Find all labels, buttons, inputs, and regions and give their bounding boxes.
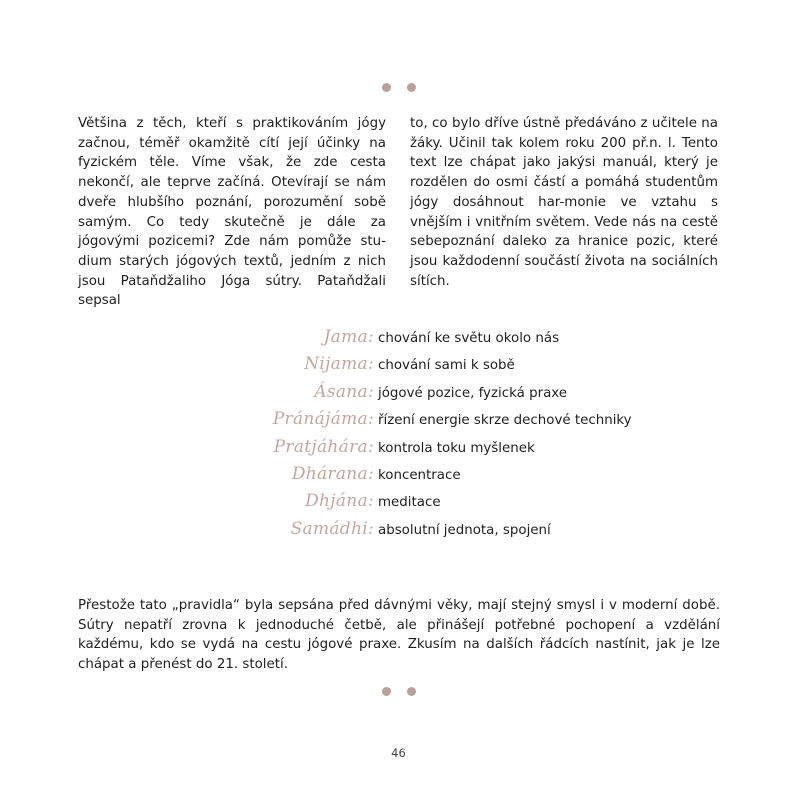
limb-item — [0, 491, 797, 518]
limb-item — [0, 354, 797, 381]
limb-item — [0, 382, 797, 409]
ornament-dot — [407, 83, 416, 92]
page-number: 46 — [391, 746, 406, 760]
limb-definition: jógové pozice, fyzická praxe — [378, 385, 568, 401]
limb-term: Jama: — [323, 327, 374, 347]
eight-limbs-list — [0, 327, 797, 546]
ornament-dot — [382, 687, 391, 696]
intro-column-right — [410, 114, 718, 291]
closing-paragraph: Přestože tato „pravidla“ byla sepsána před dávnými věky, mají stejný smysl i v moderní době. Sútry nepatří zrovna k jednoduché četbě, ale přinášejí potřebné pochopení a vzdělání každému, kdo se vydá na cestu jógové praxe. Zkusím na dalších řádcích nastínit, jak je lze chápat a přenést do 21. století. — [78, 598, 720, 673]
limb-term: Dhjána: — [305, 491, 374, 512]
intro-paragraph-left: Většina z těch, kteří s praktikováním jógy začnou, téměř okamžitě cítí její účinky na fyzickém těle. Víme však, že zde cesta nekončí, ale teprve začíná. Otevírají se nám dveře hlubšího poznání, porozumění sobě samým. Co tedy skutečně je dále za jógovými pozicemi? Zde nám pomůže stu-dium starých jógových textů, jedním z nich jsou Pataňdžaliho Jóga sútry. Pataňdžali sepsal — [78, 116, 386, 309]
limb-item — [0, 464, 797, 491]
limb-item — [0, 327, 797, 354]
limb-item — [0, 409, 797, 436]
ornament-dot — [407, 687, 416, 696]
limb-term: Nijama: — [304, 354, 374, 375]
limb-definition: absolutní jednota, spojení — [378, 522, 551, 538]
intro-column-left — [78, 114, 386, 311]
limb-definition: meditace — [378, 495, 441, 511]
limb-item — [0, 437, 797, 464]
limb-term: Dhárana: — [291, 463, 374, 484]
limb-definition: chování sami k sobě — [378, 358, 515, 374]
limb-term: Samádhi: — [290, 518, 374, 539]
limb-item — [0, 519, 797, 546]
limb-term: Pratjáhára: — [273, 436, 374, 457]
limb-definition: chování ke světu okolo nás — [378, 331, 560, 346]
limb-definition: řízení energie skrze dechové techniky — [378, 413, 632, 429]
limb-term: Ásana: — [314, 381, 374, 402]
top-ornament-dots — [0, 83, 797, 92]
bottom-ornament-dots — [0, 687, 797, 696]
limb-definition: koncentrace — [378, 467, 461, 483]
limb-definition: kontrola toku myšlenek — [378, 440, 535, 456]
limb-term: Pránájáma: — [272, 409, 374, 430]
intro-paragraph-right: to, co bylo dříve ústně předáváno z učitele na žáky. Učinil tak kolem roku 200 př.n. l. Tento text lze chápat jako jakýsi manuál, který je rozdělen do osmi částí a pomáhá studentům jógy dosáhnout har-monie ve vztahu s vnějším i vnitřním světem. Vede nás na cestě sebepoznání daleko za hranice pozic, které jsou každodenní součástí života na sociálních sítích. — [410, 116, 718, 289]
ornament-dot — [382, 83, 391, 92]
